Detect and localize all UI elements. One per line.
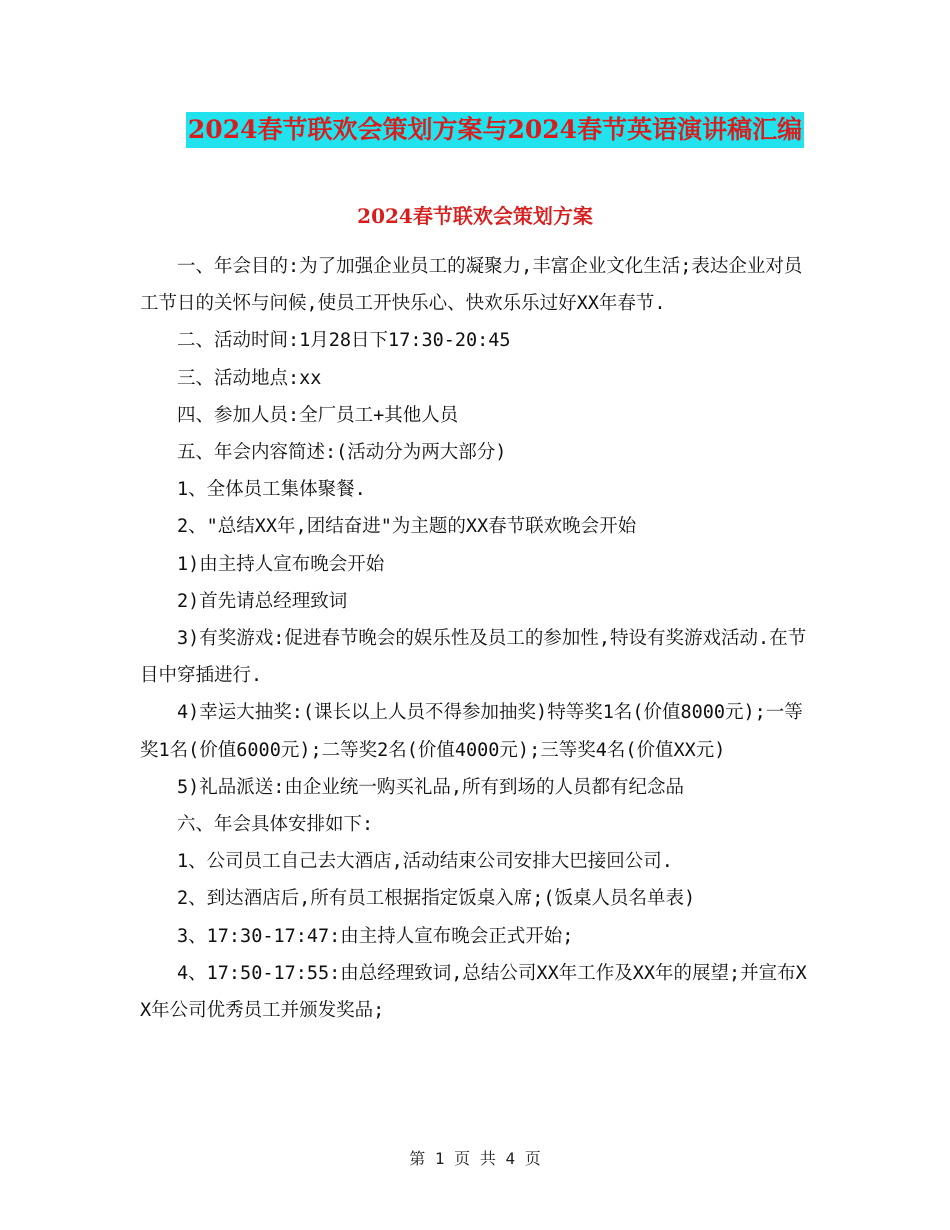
paragraph: 四、参加人员:全厂员工+其他人员 [177,404,459,426]
paragraph: 4)幸运大抽奖:(课长以上人员不得参加抽奖)特等奖1名(价值8000元);一等奖1名(价值6000元);二等奖2名(价值4000元);三等奖4名(价值XX元) [140,702,803,761]
section-title: 2024春节联欢会策划方案 [357,204,593,228]
paragraph: 1、全体员工集体聚餐. [177,479,366,501]
paragraph: 2)首先请总经理致词 [177,590,348,612]
paragraph: 3、17:30-17:47:由主持人宣布晚会正式开始; [177,925,574,947]
page-footer: 第 1 页 共 4 页 [409,1149,541,1168]
paragraph: 2、到达酒店后,所有员工根据指定饭桌入席;(饭桌人员名单表) [177,888,696,910]
paragraph: 2、"总结XX年,团结奋进"为主题的XX春节联欢晚会开始 [177,516,637,538]
paragraph: 二、活动时间:1月28日下17:30-20:45 [177,330,511,352]
paragraph: 4、17:50-17:55:由总经理致词,总结公司XX年工作及XX年的展望;并宣布XX年公司优秀员工并颁发奖品; [140,962,807,1022]
paragraph: 三、活动地点:xx [177,367,322,389]
paragraph: 1)由主持人宣布晚会开始 [177,553,385,575]
main-title: 2024春节联欢会策划方案与2024春节英语演讲稿汇编 [186,112,804,148]
paragraph: 5)礼品派送:由企业统一购买礼品,所有到场的人员都有纪念品 [177,776,685,798]
paragraph: 一、年会目的:为了加强企业员工的凝聚力,丰富企业文化生活;表达企业对员工节日的关怀与问候,使员工开快乐心、快欢乐乐过好XX年春节. [140,256,803,315]
paragraph: 3)有奖游戏:促进春节晚会的娱乐性及员工的参加性,特设有奖游戏活动.在节目中穿插进行. [140,628,807,687]
main-title-wrapper [0,112,950,148]
paragraph: 六、年会具体安排如下: [177,814,374,836]
paragraph: 五、年会内容简述:(活动分为两大部分) [177,442,507,464]
paragraph: 1、公司员工自己去大酒店,活动结束公司安排大巴接回公司. [177,851,673,873]
body-content [140,248,812,1029]
